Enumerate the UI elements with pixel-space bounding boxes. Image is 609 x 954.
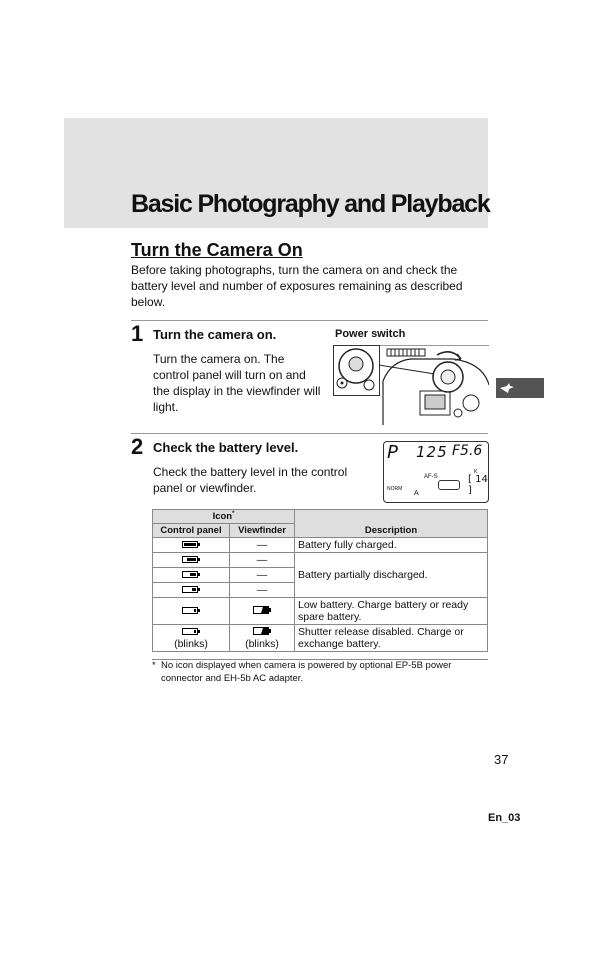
lcd-quality: NORM: [387, 486, 403, 492]
control-panel-header: Control panel: [153, 524, 230, 538]
chapter-tab: [496, 378, 544, 398]
description-cell: Battery fully charged.: [295, 538, 488, 553]
step-1-number: 1: [131, 321, 144, 346]
viewfinder-header: Viewfinder: [230, 524, 295, 538]
chapter-title: Basic Photography and Playback: [131, 190, 490, 218]
description-cell: Shutter release disabled. Charge or exchange battery.: [295, 625, 488, 652]
step-2-number: 2: [131, 434, 144, 459]
camera-tab-icon: [496, 378, 544, 398]
footnote-mark: *: [152, 660, 156, 671]
step-1-body: Turn the camera on. The control panel will turn on and the display in the viewfinder will light.: [153, 352, 321, 414]
battery-full-icon: [153, 538, 230, 553]
battery-level-table: [152, 509, 488, 652]
page-code: En_03: [488, 812, 521, 824]
viewfinder-cell: —: [230, 583, 295, 598]
control-panel-lcd: [383, 441, 489, 503]
step-1-heading: Turn the camera on.: [153, 327, 277, 342]
lcd-focus-mode: AF-S: [424, 474, 438, 480]
section-title: Turn the Camera On: [131, 240, 303, 260]
divider: [131, 433, 488, 434]
step-2-heading: Check the battery level.: [153, 440, 299, 455]
table-row: [153, 598, 488, 625]
viewfinder-cell: —: [230, 553, 295, 568]
lcd-battery-icon: [438, 480, 460, 490]
table-row: [153, 625, 488, 652]
lcd-wb: A: [414, 490, 419, 497]
lcd-aperture: F5.6: [452, 443, 483, 459]
viewfinder-cell: —: [230, 568, 295, 583]
intro-text: Before taking photographs, turn the camera on and check the battery level and number of exposures remaining as described below.: [131, 263, 463, 309]
battery-empty-icon: [182, 628, 200, 635]
table-row: [153, 553, 488, 568]
page-number: 37: [494, 752, 509, 767]
battery-quarter-icon: [153, 583, 230, 598]
description-cell: Low battery. Charge battery or ready spare battery.: [295, 598, 488, 625]
power-switch-illustration: [333, 345, 489, 425]
description-header: Description: [295, 510, 488, 538]
battery-low-icon: [153, 598, 230, 625]
lcd-mode: P: [387, 442, 398, 463]
footnote-text: No icon displayed when camera is powered by optional EP-5B power connector and EH-5b AC adapter.: [161, 660, 452, 684]
viewfinder-cell: —: [230, 538, 295, 553]
lcd-shutter: 125: [416, 443, 448, 461]
battery-blink-cell: (blinks): [153, 625, 230, 652]
divider: [131, 320, 488, 321]
viewfinder-blink-cell: (blinks): [230, 625, 295, 652]
battery-half-icon: [153, 568, 230, 583]
viewfinder-battery-empty-icon: [253, 627, 271, 635]
table-row: [153, 538, 488, 553]
viewfinder-battery-low-icon: [230, 598, 295, 625]
description-cell: Battery partially discharged.: [295, 553, 488, 598]
lcd-frames: [ 14 ]: [468, 474, 488, 496]
icon-header: Icon*: [153, 510, 295, 524]
battery-three-quarter-icon: [153, 553, 230, 568]
power-switch-label: Power switch: [335, 328, 406, 340]
lcd-k: K: [474, 469, 478, 475]
step-2-body: Check the battery level in the control panel or viewfinder.: [153, 465, 348, 495]
